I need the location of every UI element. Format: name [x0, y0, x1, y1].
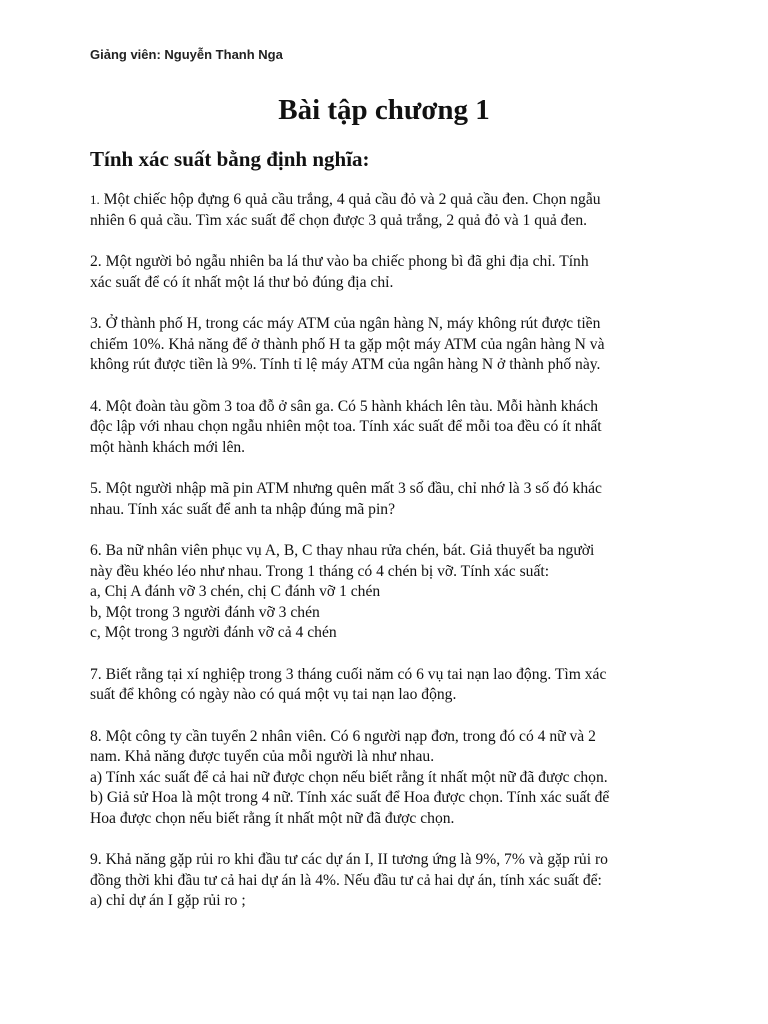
- exercise-line: nhiên 6 quả cầu. Tìm xác suất để chọn được 3 quả trắng, 2 quả đỏ và 1 quả đen.: [90, 211, 588, 229]
- exercise-line: 5. Một người nhập mã pin ATM nhưng quên mất 3 số đầu, chỉ nhớ là 3 số đó khác: [90, 480, 602, 497]
- exercise-4: [90, 397, 682, 459]
- exercise-text: Một chiếc hộp đựng 6 quả cầu trắng, 4 quả cầu đỏ và 2 quả cầu đen. Chọn ngẫu: [103, 191, 601, 208]
- exercise-line: [90, 190, 682, 211]
- exercise-line: a) chỉ dự án I gặp rủi ro ;: [90, 892, 246, 909]
- exercise-8: [90, 727, 682, 830]
- exercise-line: đồng thời khi đầu tư cả hai dự án là 4%. Nếu đầu tư cả hai dự án, tính xác suất để:: [90, 871, 602, 889]
- exercise-6: [90, 541, 682, 644]
- instructor-header: Giảng viên: Nguyễn Thanh Nga: [90, 47, 283, 62]
- exercise-line: a) Tính xác suất để cả hai nữ được chọn nếu biết rằng ít nhất một nữ đã được chọn.: [90, 768, 608, 786]
- exercise-3: [90, 314, 682, 376]
- exercise-2: [90, 252, 682, 293]
- exercise-line: 6. Ba nữ nhân viên phục vụ A, B, C thay nhau rửa chén, bát. Giả thuyết ba người: [90, 542, 595, 559]
- exercise-line: xác suất để có ít nhất một lá thư bỏ đúng địa chỉ.: [90, 273, 394, 291]
- exercise-line: độc lập với nhau chọn ngẫu nhiên một toa. Tính xác suất để mỗi toa đều có ít nhất: [90, 418, 602, 435]
- exercise-line: 2. Một người bỏ ngẫu nhiên ba lá thư vào ba chiếc phong bì đã ghi địa chỉ. Tính: [90, 253, 589, 270]
- exercise-line: Hoa được chọn nếu biết rằng ít nhất một nữ đã được chọn.: [90, 809, 455, 827]
- exercise-line: một hành khách mới lên.: [90, 438, 246, 456]
- exercise-7: [90, 665, 682, 706]
- exercise-line: b) Giả sử Hoa là một trong 4 nữ. Tính xác suất để Hoa được chọn. Tính xác suất để: [90, 789, 610, 806]
- exercise-line: nhau. Tính xác suất để anh ta nhập đúng mã pin?: [90, 500, 396, 518]
- exercise-line: 8. Một công ty cần tuyển 2 nhân viên. Có 6 người nạp đơn, trong đó có 4 nữ và 2: [90, 727, 596, 745]
- exercise-list: [90, 190, 682, 933]
- exercise-line: c, Một trong 3 người đánh vỡ cả 4 chén: [90, 624, 337, 641]
- exercise-line: 3. Ở thành phố H, trong các máy ATM của ngân hàng N, máy không rút được tiền: [90, 315, 601, 332]
- exercise-line: suất để không có ngày nào có quá một vụ tai nạn lao động.: [90, 686, 457, 703]
- exercise-9: [90, 850, 682, 912]
- exercise-line: b, Một trong 3 người đánh vỡ 3 chén: [90, 603, 320, 621]
- exercise-line: không rút được tiền là 9%. Tính tỉ lệ máy ATM của ngân hàng N ở thành phố này.: [90, 356, 601, 373]
- exercise-line: nam. Khả năng được tuyển của mỗi người là như nhau.: [90, 748, 435, 765]
- exercise-line: a, Chị A đánh vỡ 3 chén, chị C đánh vỡ 1 chén: [90, 583, 381, 600]
- exercise-1: [90, 190, 682, 231]
- section-heading: Tính xác suất bằng định nghĩa:: [90, 147, 370, 171]
- exercise-line: chiếm 10%. Khả năng để ở thành phố H ta gặp một máy ATM của ngân hàng N và: [90, 335, 605, 353]
- exercise-line: 9. Khả năng gặp rủi ro khi đầu tư các dự án I, II tương ứng là 9%, 7% và gặp rủi ro: [90, 851, 608, 868]
- exercise-line: này đều khéo léo như nhau. Trong 1 tháng có 4 chén bị vỡ. Tính xác suất:: [90, 562, 550, 580]
- exercise-5: [90, 479, 682, 520]
- exercise-line: 4. Một đoàn tàu gồm 3 toa đỗ ở sân ga. Có 5 hành khách lên tàu. Mỗi hành khách: [90, 397, 599, 415]
- exercise-line: 7. Biết rằng tại xí nghiệp trong 3 tháng cuối năm có 6 vụ tai nạn lao động. Tìm xác: [90, 665, 607, 683]
- exercise-number: 1.: [90, 192, 100, 207]
- page-title: Bài tập chương 1: [278, 94, 490, 126]
